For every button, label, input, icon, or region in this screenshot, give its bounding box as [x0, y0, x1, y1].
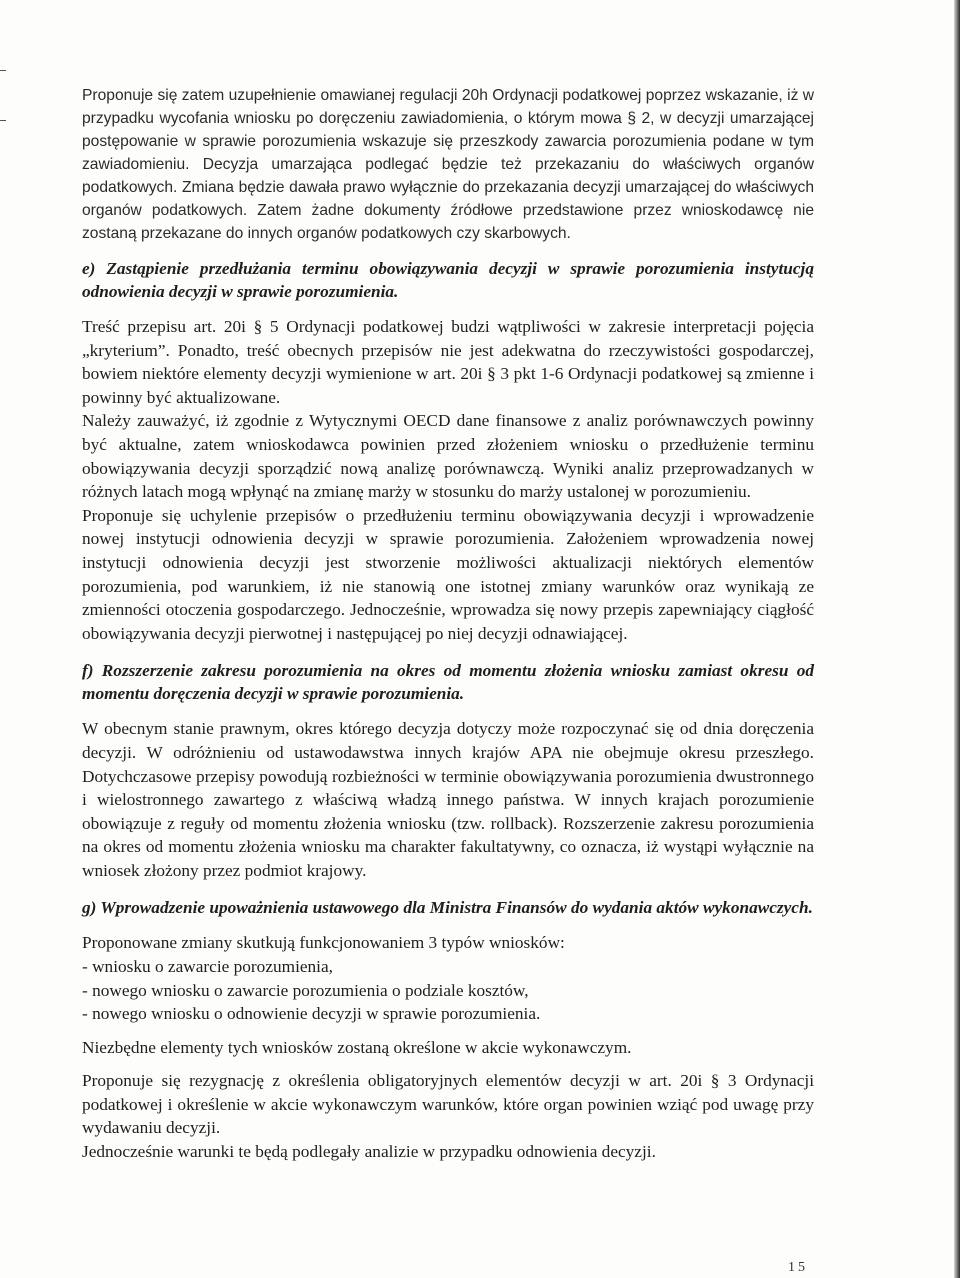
section-e-paragraph-1: Treść przepisu art. 20i § 5 Ordynacji podatkowej budzi wątpliwości w zakresie interpretacji pojęcia „kryterium”. Ponadto, treść obecnych przepisów nie jest adekwatna do rzeczywistości gospodarczej, bowiem niektóre elementy decyzji wymienione w art. 20i § 3 pkt 1-6 Ordynacji podatkowej są zmienne i powinny być aktualizowane. — [82, 317, 814, 407]
section-g-heading: g) Wprowadzenie upoważnienia ustawowego dla Ministra Finansów do wydania aktów wykonawczych. — [82, 898, 813, 918]
section-g-paragraph-3: Jednocześnie warunki te będą podlegały analizie w przypadku odnowienia decyzji. — [82, 1141, 656, 1161]
document-page — [82, 84, 814, 1164]
list-item: - nowego wniosku o odnowienie decyzji w sprawie porozumienia. — [82, 1002, 814, 1026]
section-f-paragraph-1: W obecnym stanie prawnym, okres którego decyzja dotyczy może rozpoczynać się od dnia doręczenia decyzji. W odróżnieniu od ustawodawstwa innych krajów APA nie obejmuje okresu przeszłego. Dotychczasowe przepisy powodują rozbieżności w terminie obowiązywania porozumienia dwustronnego i wielostronnego zawartego z właściwą władzą innego państwa. W innych krajach porozumienie obowiązuje z reguły od momentu złożenia wniosku (tzw. rollback). Rozszerzenie zakresu porozumienia na okres od momentu złożenia wniosku ma charakter fakultatywny, co oznacza, iż wystąpi wyłącznie na wniosek złożony przez podmiot krajowy. — [82, 719, 814, 880]
section-f-heading: f) Rozszerzenie zakresu porozumienia na okres od momentu złożenia wniosku zamiast okresu od momentu doręczenia decyzji w sprawie porozumienia. — [82, 661, 814, 704]
section-e-paragraph-3: Proponuje się uchylenie przepisów o przedłużeniu terminu obowiązywania decyzji i wprowadzenie nowej instytucji odnowienia decyzji w sprawie porozumienia. Założeniem wprowadzenia nowej instytucji odnowienia decyzji jest stworzenie możliwości aktualizacji niektórych elementów porozumienia, pod warunkiem, iż nie stanowią one istotnej zmiany warunków oraz wynikają ze zmienności otoczenia gospodarczego. Jednocześnie, wprowadza się nowy przepis zapewniający ciągłość obowiązywania decyzji pierwotnej i następującej po niej decyzji odnawiającej. — [82, 505, 814, 643]
section-e-paragraph-2: Należy zauważyć, iż zgodnie z Wytycznymi OECD dane finansowe z analiz porównawczych powinny być aktualne, zatem wnioskodawca powinien przed złożeniem wniosku o przedłużenie terminu obowiązywania decyzji sporządzić nową analizę porównawczą. Wyniki analiz przeprowadzanych w różnych latach mogą wpłynąć na zmianę marży w stosunku do marży ustalonej w porozumieniu. — [82, 411, 814, 502]
application-types-list — [82, 955, 814, 1026]
list-item: - wniosku o zawarcie porozumienia, — [82, 955, 814, 979]
margin-mark — [0, 70, 6, 71]
margin-mark — [0, 120, 6, 121]
section-e-heading: e) Zastąpienie przedłużania terminu obowiązywania decyzji w sprawie porozumienia instytucją odnowienia decyzji w sprawie porozumienia. — [82, 259, 814, 301]
page-number: 15 — [788, 1260, 808, 1275]
scan-edge — [954, 0, 960, 1278]
paragraph-intro: Proponuje się zatem uzupełnienie omawianej regulacji 20h Ordynacji podatkowej poprzez wskazanie, iż w przypadku wycofania wniosku po doręczeniu zawiadomienia, o którym mowa § 2, w decyzji umarzającej postępowanie w sprawie porozumienia wskazuje się przeszkody zawarcia porozumienia podane w tym zawiadomieniu. Decyzja umarzająca podlegać będzie też przekazaniu do właściwych organów podatkowych. Zmiana będzie dawała prawo wyłącznie do przekazania decyzji umarzającej do właściwych organów podatkowych. Zatem żadne dokumenty źródłowe przedstawione przez wnioskodawcę nie zostaną przekazane do innych organów podatkowych czy skarbowych. — [82, 87, 814, 242]
list-item: - nowego wniosku o zawarcie porozumienia o podziale kosztów, — [82, 979, 814, 1003]
section-g-paragraph-1: Niezbędne elementy tych wniosków zostaną określone w akcie wykonawczym. — [82, 1037, 632, 1057]
section-g-intro: Proponowane zmiany skutkują funkcjonowaniem 3 typów wniosków: — [82, 933, 565, 953]
section-g-paragraph-2: Proponuje się rezygnację z określenia obligatoryjnych elementów decyzji w art. 20i § 3 Ordynacji podatkowej i określenie w akcie wykonawczym warunków, które organ powinien wziąć pod uwagę przy wydawaniu decyzji. — [82, 1071, 814, 1138]
